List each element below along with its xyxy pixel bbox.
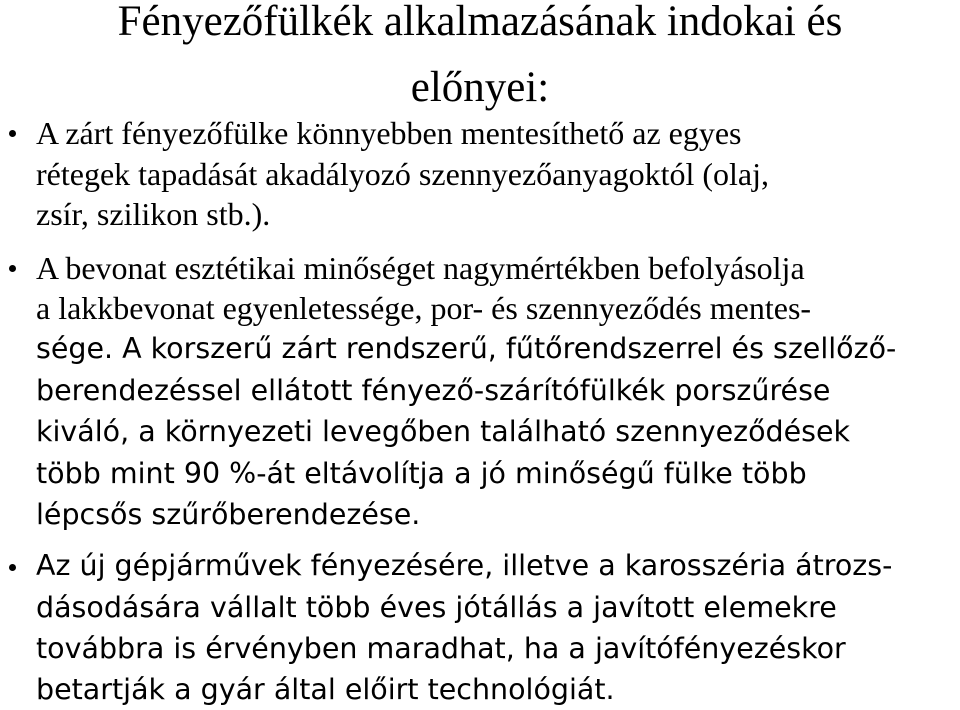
bullet-2-line-1: A bevonat esztétikai minőséget nagymértékben befolyásolja <box>36 250 805 286</box>
bullet-2-line-7: lépcsős szűrőberendezése. <box>36 498 421 531</box>
bullet-dot-icon <box>9 130 16 137</box>
bullet-3-line-4: betartják a gyár által előirt technológiát. <box>36 673 615 706</box>
bullet-1-line-2: rétegek tapadását akadályozó szennyezőanyagoktól (olaj, <box>36 156 769 192</box>
bullet-3-line-3: továbbra is érvényben maradhat, ha a javítófényezéskor <box>36 632 846 665</box>
bullet-dot-icon <box>9 265 16 272</box>
bullet-1-line-3: zsír, szilikon stb.). <box>36 196 271 232</box>
title-line-2: előnyei: <box>410 64 550 111</box>
bullet-dot-icon <box>9 564 16 571</box>
bullet-1-line-1: A zárt fényezőfülke könnyebben mentesíthető az egyes <box>36 115 742 151</box>
title-line-1: Fényezőfülkék alkalmazásának indokai és <box>117 0 843 45</box>
bullet-2-line-6: több mint 90 %-át eltávolítja a jó minőségű fülke több <box>36 457 807 490</box>
bullet-2-line-5: kiváló, a környezeti levegőben található szennyeződések <box>36 415 851 448</box>
bullet-3-line-2: dásodására vállalt több éves jótállás a javított elemekre <box>36 591 837 624</box>
bullet-2-line-2: a lakkbevonat egyenletessége, por- és szennyeződés mentes- <box>36 290 812 326</box>
bullet-2-line-3: sége. A korszerű zárt rendszerű, fűtőrendszerrel és szellőző- <box>36 332 897 365</box>
bullet-2-line-4: berendezéssel ellátott fényező-szárítófülkék porszűrése <box>36 374 831 407</box>
bullet-3-line-1: Az új gépjárművek fényezésére, illetve a karosszéria átrozs- <box>36 549 893 582</box>
